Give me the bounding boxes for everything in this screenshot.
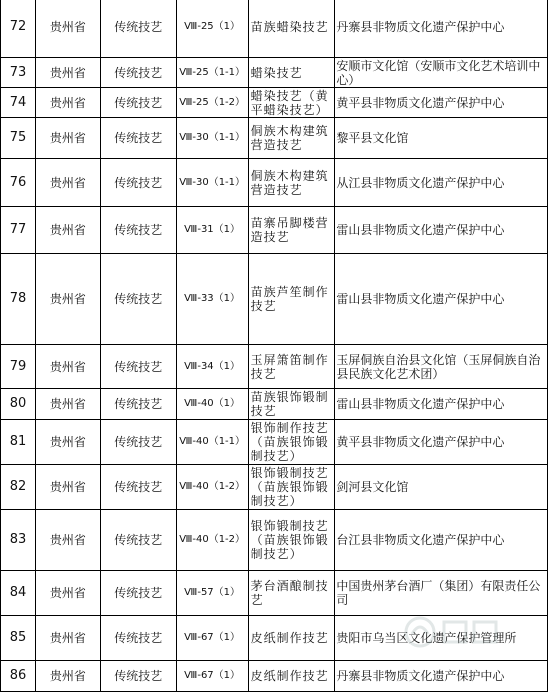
table-row xyxy=(1,88,548,118)
row-number: 73 xyxy=(1,58,36,88)
project-name-cell: 苗族银饰锻制技艺 xyxy=(248,389,335,420)
row-number: 82 xyxy=(1,465,36,510)
code-cell: Ⅷ-40（1） xyxy=(176,389,248,420)
category-cell: 传统技艺 xyxy=(100,661,176,692)
project-name-cell: 茅台酒酿制技艺 xyxy=(248,571,335,616)
province-cell: 贵州省 xyxy=(35,465,100,510)
table-row xyxy=(1,465,548,510)
code-cell: Ⅷ-34（1） xyxy=(176,345,248,389)
organization-cell: 从江县非物质文化遗产保护中心 xyxy=(335,159,548,207)
organization-cell: 贵阳市乌当区文化遗产保护管理所 xyxy=(335,616,548,661)
project-name-cell: 蜡染技艺 xyxy=(248,58,335,88)
organization-cell: 中国贵州茅台酒厂（集团）有限责任公司 xyxy=(335,571,548,616)
code-cell: Ⅷ-25（1-2） xyxy=(176,88,248,118)
province-cell: 贵州省 xyxy=(35,88,100,118)
table-row xyxy=(1,420,548,465)
category-cell: 传统技艺 xyxy=(100,571,176,616)
table-row xyxy=(1,571,548,616)
table-row xyxy=(1,58,548,88)
project-name-cell: 蜡染技艺（黄平蜡染技艺） xyxy=(248,88,335,118)
category-cell: 传统技艺 xyxy=(100,616,176,661)
province-cell: 贵州省 xyxy=(35,58,100,88)
province-cell: 贵州省 xyxy=(35,345,100,389)
project-name-cell: 苗族芦笙制作技艺 xyxy=(248,254,335,345)
category-cell: 传统技艺 xyxy=(100,88,176,118)
project-name-cell: 侗族木构建筑营造技艺 xyxy=(248,118,335,159)
province-cell: 贵州省 xyxy=(35,159,100,207)
table-row xyxy=(1,510,548,571)
table-row xyxy=(1,616,548,661)
code-cell: Ⅷ-25（1） xyxy=(176,0,248,58)
category-cell: 传统技艺 xyxy=(100,159,176,207)
row-number: 80 xyxy=(1,389,36,420)
code-cell: Ⅷ-30（1-1） xyxy=(176,159,248,207)
row-number: 72 xyxy=(1,0,36,58)
category-cell: 传统技艺 xyxy=(100,0,176,58)
organization-cell: 雷山县非物质文化遗产保护中心 xyxy=(335,207,548,254)
province-cell: 贵州省 xyxy=(35,0,100,58)
project-name-cell: 银饰锻制技艺（苗族银饰锻制技艺） xyxy=(248,465,335,510)
category-cell: 传统技艺 xyxy=(100,254,176,345)
code-cell: Ⅷ-30（1-1） xyxy=(176,118,248,159)
category-cell: 传统技艺 xyxy=(100,58,176,88)
project-name-cell: 侗族木构建筑营造技艺 xyxy=(248,159,335,207)
organization-cell: 安顺市文化馆（安顺市文化艺术培训中心） xyxy=(335,58,548,88)
row-number: 77 xyxy=(1,207,36,254)
code-cell: Ⅷ-40（1-2） xyxy=(176,465,248,510)
row-number: 78 xyxy=(1,254,36,345)
code-cell: Ⅷ-25（1-1） xyxy=(176,58,248,88)
category-cell: 传统技艺 xyxy=(100,510,176,571)
project-name-cell: 银饰制作技艺（苗族银饰锻制技艺） xyxy=(248,420,335,465)
row-number: 81 xyxy=(1,420,36,465)
code-cell: Ⅷ-67（1） xyxy=(176,661,248,692)
code-cell: Ⅷ-57（1） xyxy=(176,571,248,616)
table-row xyxy=(1,345,548,389)
row-number: 83 xyxy=(1,510,36,571)
province-cell: 贵州省 xyxy=(35,254,100,345)
code-cell: Ⅷ-40（1-2） xyxy=(176,510,248,571)
row-number: 84 xyxy=(1,571,36,616)
table-row xyxy=(1,254,548,345)
table-row xyxy=(1,389,548,420)
organization-cell: 黄平县非物质文化遗产保护中心 xyxy=(335,420,548,465)
row-number: 79 xyxy=(1,345,36,389)
project-name-cell: 银饰锻制技艺（苗族银饰锻制技艺） xyxy=(248,510,335,571)
code-cell: Ⅷ-67（1） xyxy=(176,616,248,661)
code-cell: Ⅷ-31（1） xyxy=(176,207,248,254)
code-cell: Ⅷ-33（1） xyxy=(176,254,248,345)
project-name-cell: 皮纸制作技艺 xyxy=(248,661,335,692)
project-name-cell: 苗族蜡染技艺 xyxy=(248,0,335,58)
province-cell: 贵州省 xyxy=(35,571,100,616)
organization-cell: 黄平县非物质文化遗产保护中心 xyxy=(335,88,548,118)
project-name-cell: 苗寨吊脚楼营造技艺 xyxy=(248,207,335,254)
category-cell: 传统技艺 xyxy=(100,420,176,465)
organization-cell: 雷山县非物质文化遗产保护中心 xyxy=(335,254,548,345)
province-cell: 贵州省 xyxy=(35,420,100,465)
organization-cell: 丹寨县非物质文化遗产保护中心 xyxy=(335,661,548,692)
province-cell: 贵州省 xyxy=(35,616,100,661)
organization-cell: 剑河县文化馆 xyxy=(335,465,548,510)
category-cell: 传统技艺 xyxy=(100,345,176,389)
table-row xyxy=(1,118,548,159)
province-cell: 贵州省 xyxy=(35,207,100,254)
organization-cell: 丹寨县非物质文化遗产保护中心 xyxy=(335,0,548,58)
table-row xyxy=(1,0,548,58)
row-number: 86 xyxy=(1,661,36,692)
code-cell: Ⅷ-40（1-1） xyxy=(176,420,248,465)
province-cell: 贵州省 xyxy=(35,510,100,571)
table-row xyxy=(1,159,548,207)
category-cell: 传统技艺 xyxy=(100,389,176,420)
project-name-cell: 皮纸制作技艺 xyxy=(248,616,335,661)
organization-cell: 台江县非物质文化遗产保护中心 xyxy=(335,510,548,571)
category-cell: 传统技艺 xyxy=(100,118,176,159)
table-row xyxy=(1,207,548,254)
organization-cell: 玉屏侗族自治县文化馆（玉屏侗族自治县民族文化艺术团） xyxy=(335,345,548,389)
category-cell: 传统技艺 xyxy=(100,465,176,510)
row-number: 74 xyxy=(1,88,36,118)
province-cell: 贵州省 xyxy=(35,118,100,159)
organization-cell: 黎平县文化馆 xyxy=(335,118,548,159)
row-number: 75 xyxy=(1,118,36,159)
table-row xyxy=(1,661,548,692)
organization-cell: 雷山县非物质文化遗产保护中心 xyxy=(335,389,548,420)
row-number: 85 xyxy=(1,616,36,661)
row-number: 76 xyxy=(1,159,36,207)
category-cell: 传统技艺 xyxy=(100,207,176,254)
province-cell: 贵州省 xyxy=(35,389,100,420)
province-cell: 贵州省 xyxy=(35,661,100,692)
project-name-cell: 玉屏箫笛制作技艺 xyxy=(248,345,335,389)
